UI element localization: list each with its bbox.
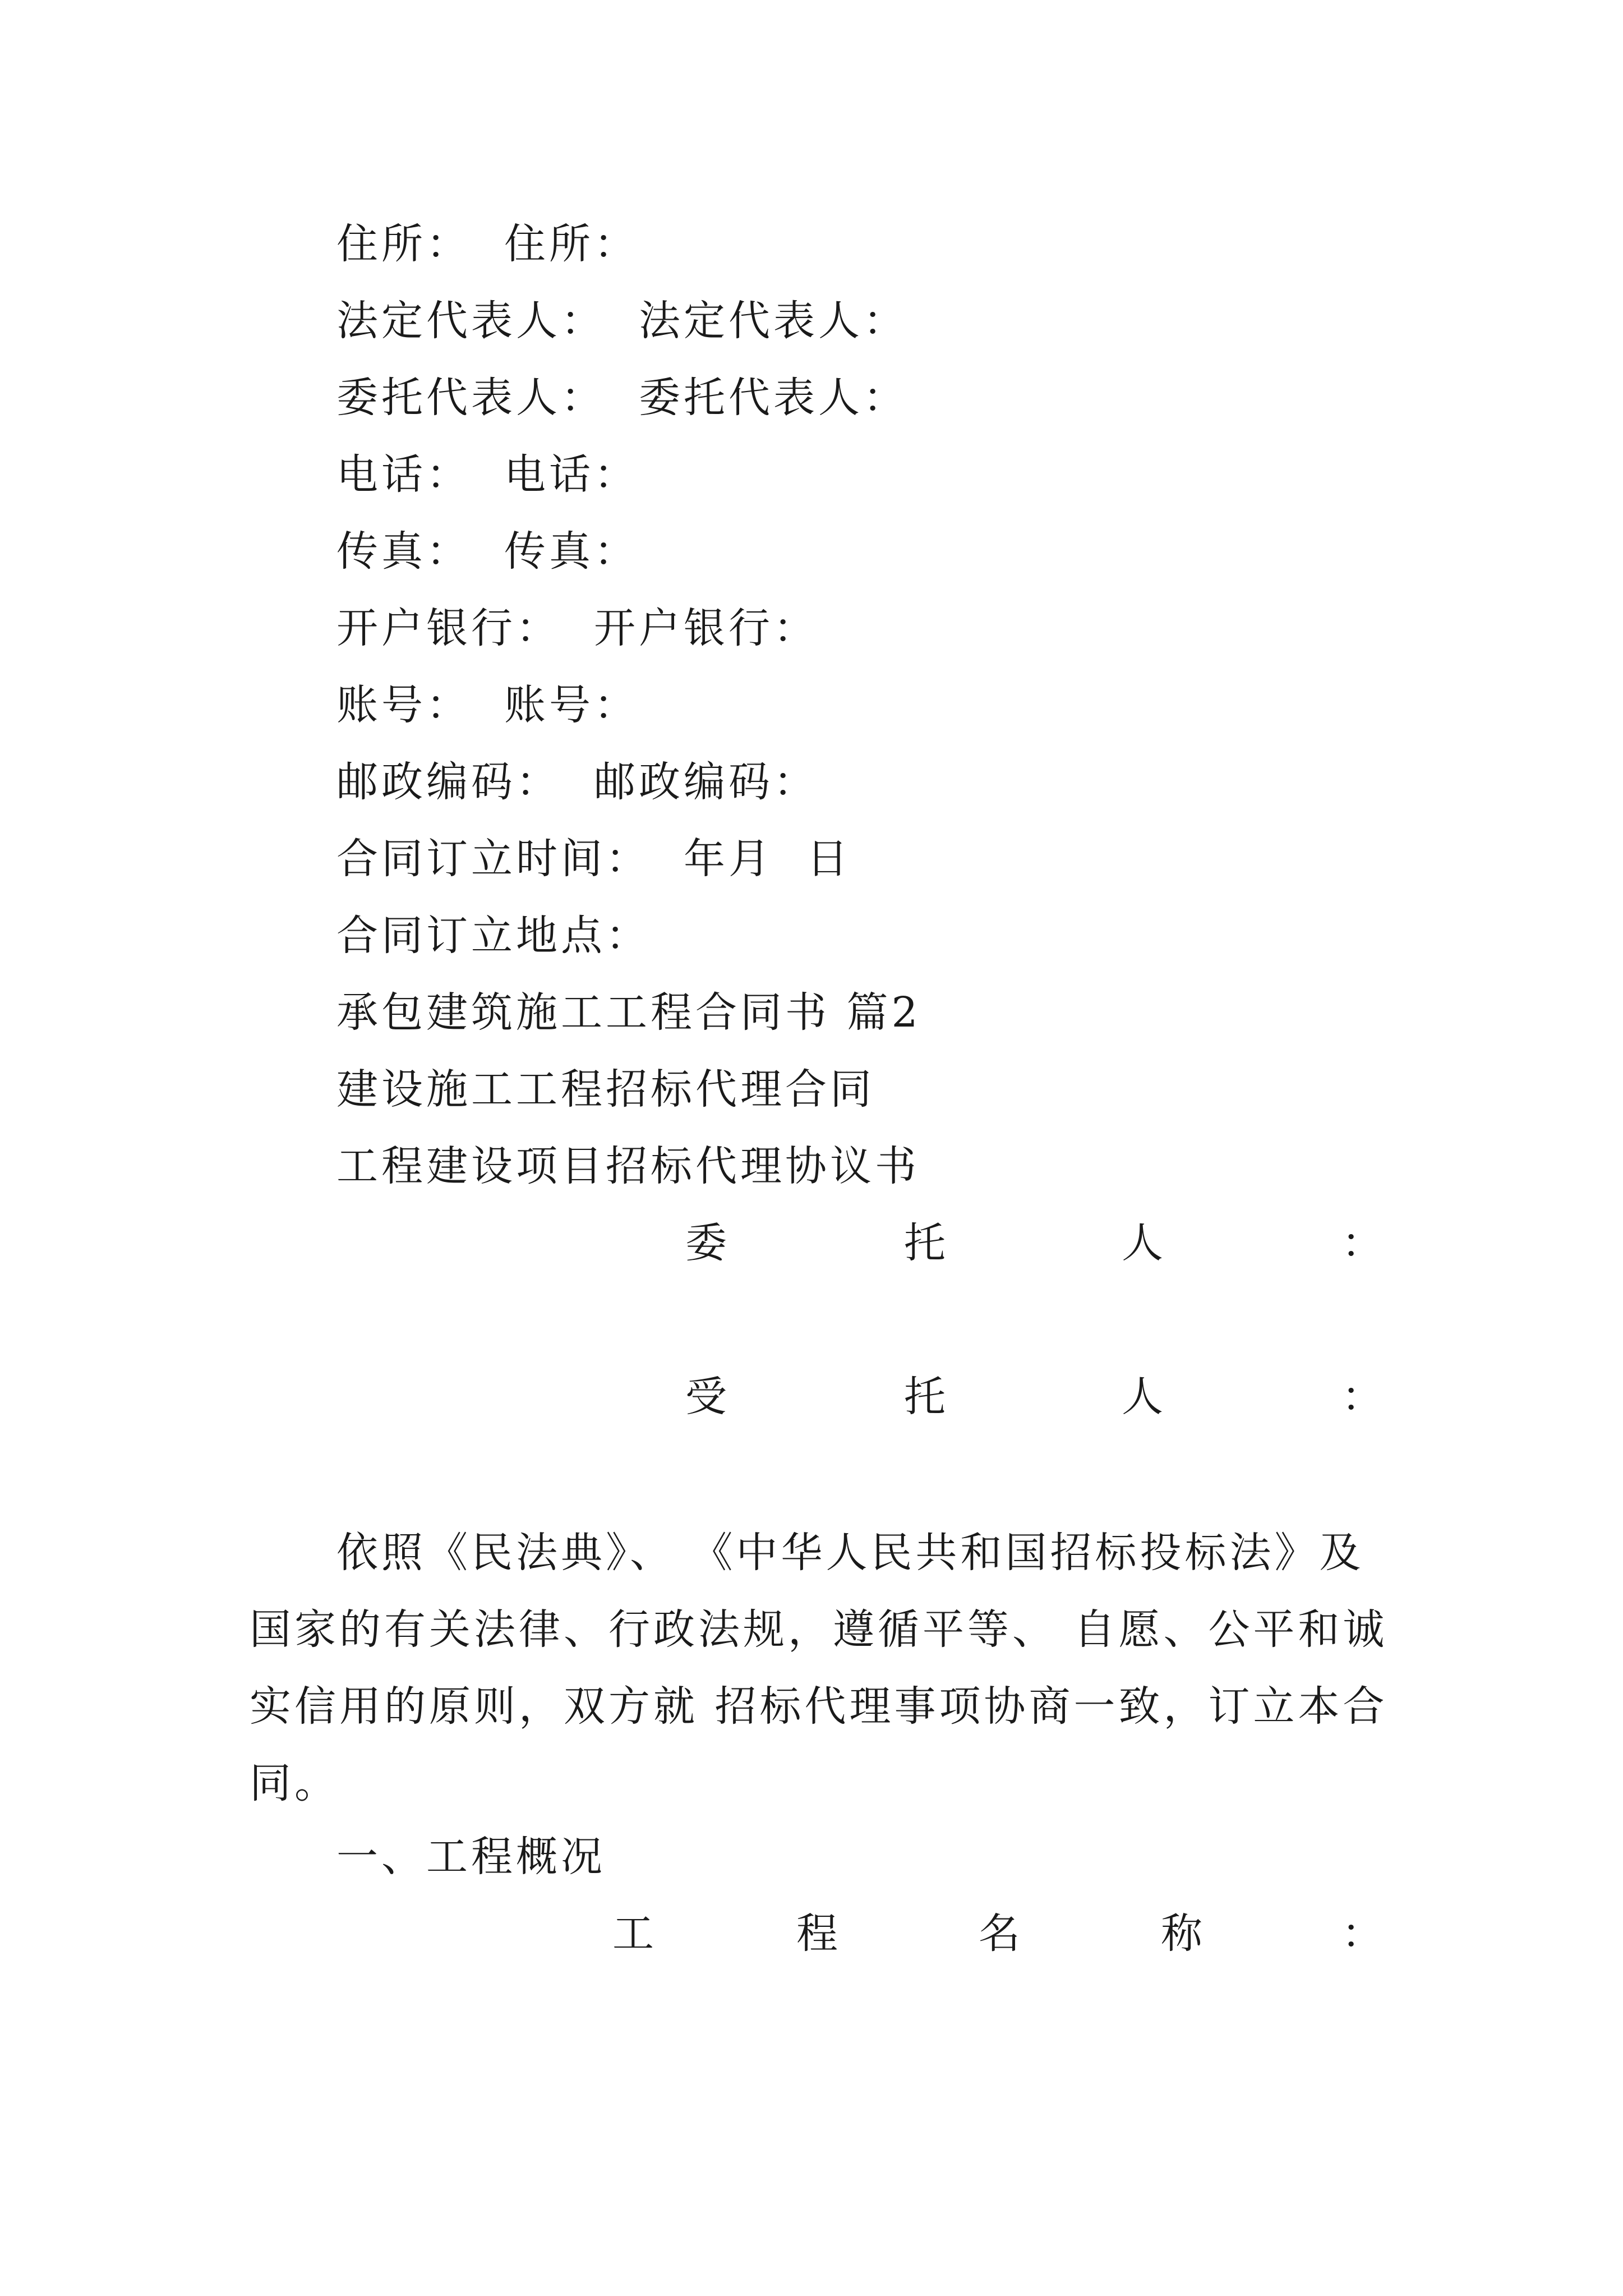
contract-title: 建设施工工程招标代理合同 xyxy=(336,1065,875,1114)
project-name-char-4: 称 xyxy=(1161,1910,1202,1958)
agent-char-1: 受 xyxy=(685,1373,727,1421)
field-bank: 开户银行： 开户银行： xyxy=(336,604,819,652)
project-name-char-1: 工 xyxy=(612,1910,654,1958)
agent-colon: ： xyxy=(1341,1373,1383,1421)
project-name-line xyxy=(0,1906,1623,1962)
principal-char-1: 委 xyxy=(685,1219,727,1267)
field-signing-place: 合同订立地点： xyxy=(336,912,651,960)
agent-line xyxy=(0,1369,1623,1425)
preamble-text: 依照《民法典》、 《中华人民共和国招标投标法》及国家的有关法律、行政法规，遵循平等、 自愿、公平和诚实信用的原则，双方就 招标代理事项协商一致，订立本合同。 xyxy=(250,1529,1388,1807)
project-name-char-3: 名 xyxy=(979,1910,1020,1958)
agreement-title: 工程建设项目招标代理协议书 xyxy=(336,1142,920,1190)
field-fax: 传真： 传真： xyxy=(336,527,639,576)
agent-char-2: 托 xyxy=(904,1373,946,1421)
field-authorized-representative: 委托代表人： 委托代表人： xyxy=(336,374,909,422)
field-signing-date: 合同订立时间： 年月 日 xyxy=(336,835,852,883)
field-address: 住所： 住所： xyxy=(336,220,639,268)
agent-char-3: 人 xyxy=(1122,1373,1163,1421)
section-title: 承包建筑施工工程合同书 篇2 xyxy=(336,988,921,1037)
field-phone: 电话： 电话： xyxy=(336,450,639,499)
principal-char-2: 托 xyxy=(904,1219,946,1267)
principal-line xyxy=(0,1215,1623,1271)
principal-char-3: 人 xyxy=(1122,1219,1163,1267)
project-name-char-2: 程 xyxy=(796,1910,838,1958)
project-name-colon: ： xyxy=(1341,1910,1383,1958)
field-legal-representative: 法定代表人： 法定代表人： xyxy=(336,297,909,345)
preamble-paragraph xyxy=(250,1515,1388,1822)
section-one-heading: 一、工程概况 xyxy=(336,1833,606,1881)
principal-colon: ： xyxy=(1341,1219,1383,1267)
field-postcode: 邮政编码： 邮政编码： xyxy=(336,758,819,806)
field-account: 账号： 账号： xyxy=(336,681,639,729)
